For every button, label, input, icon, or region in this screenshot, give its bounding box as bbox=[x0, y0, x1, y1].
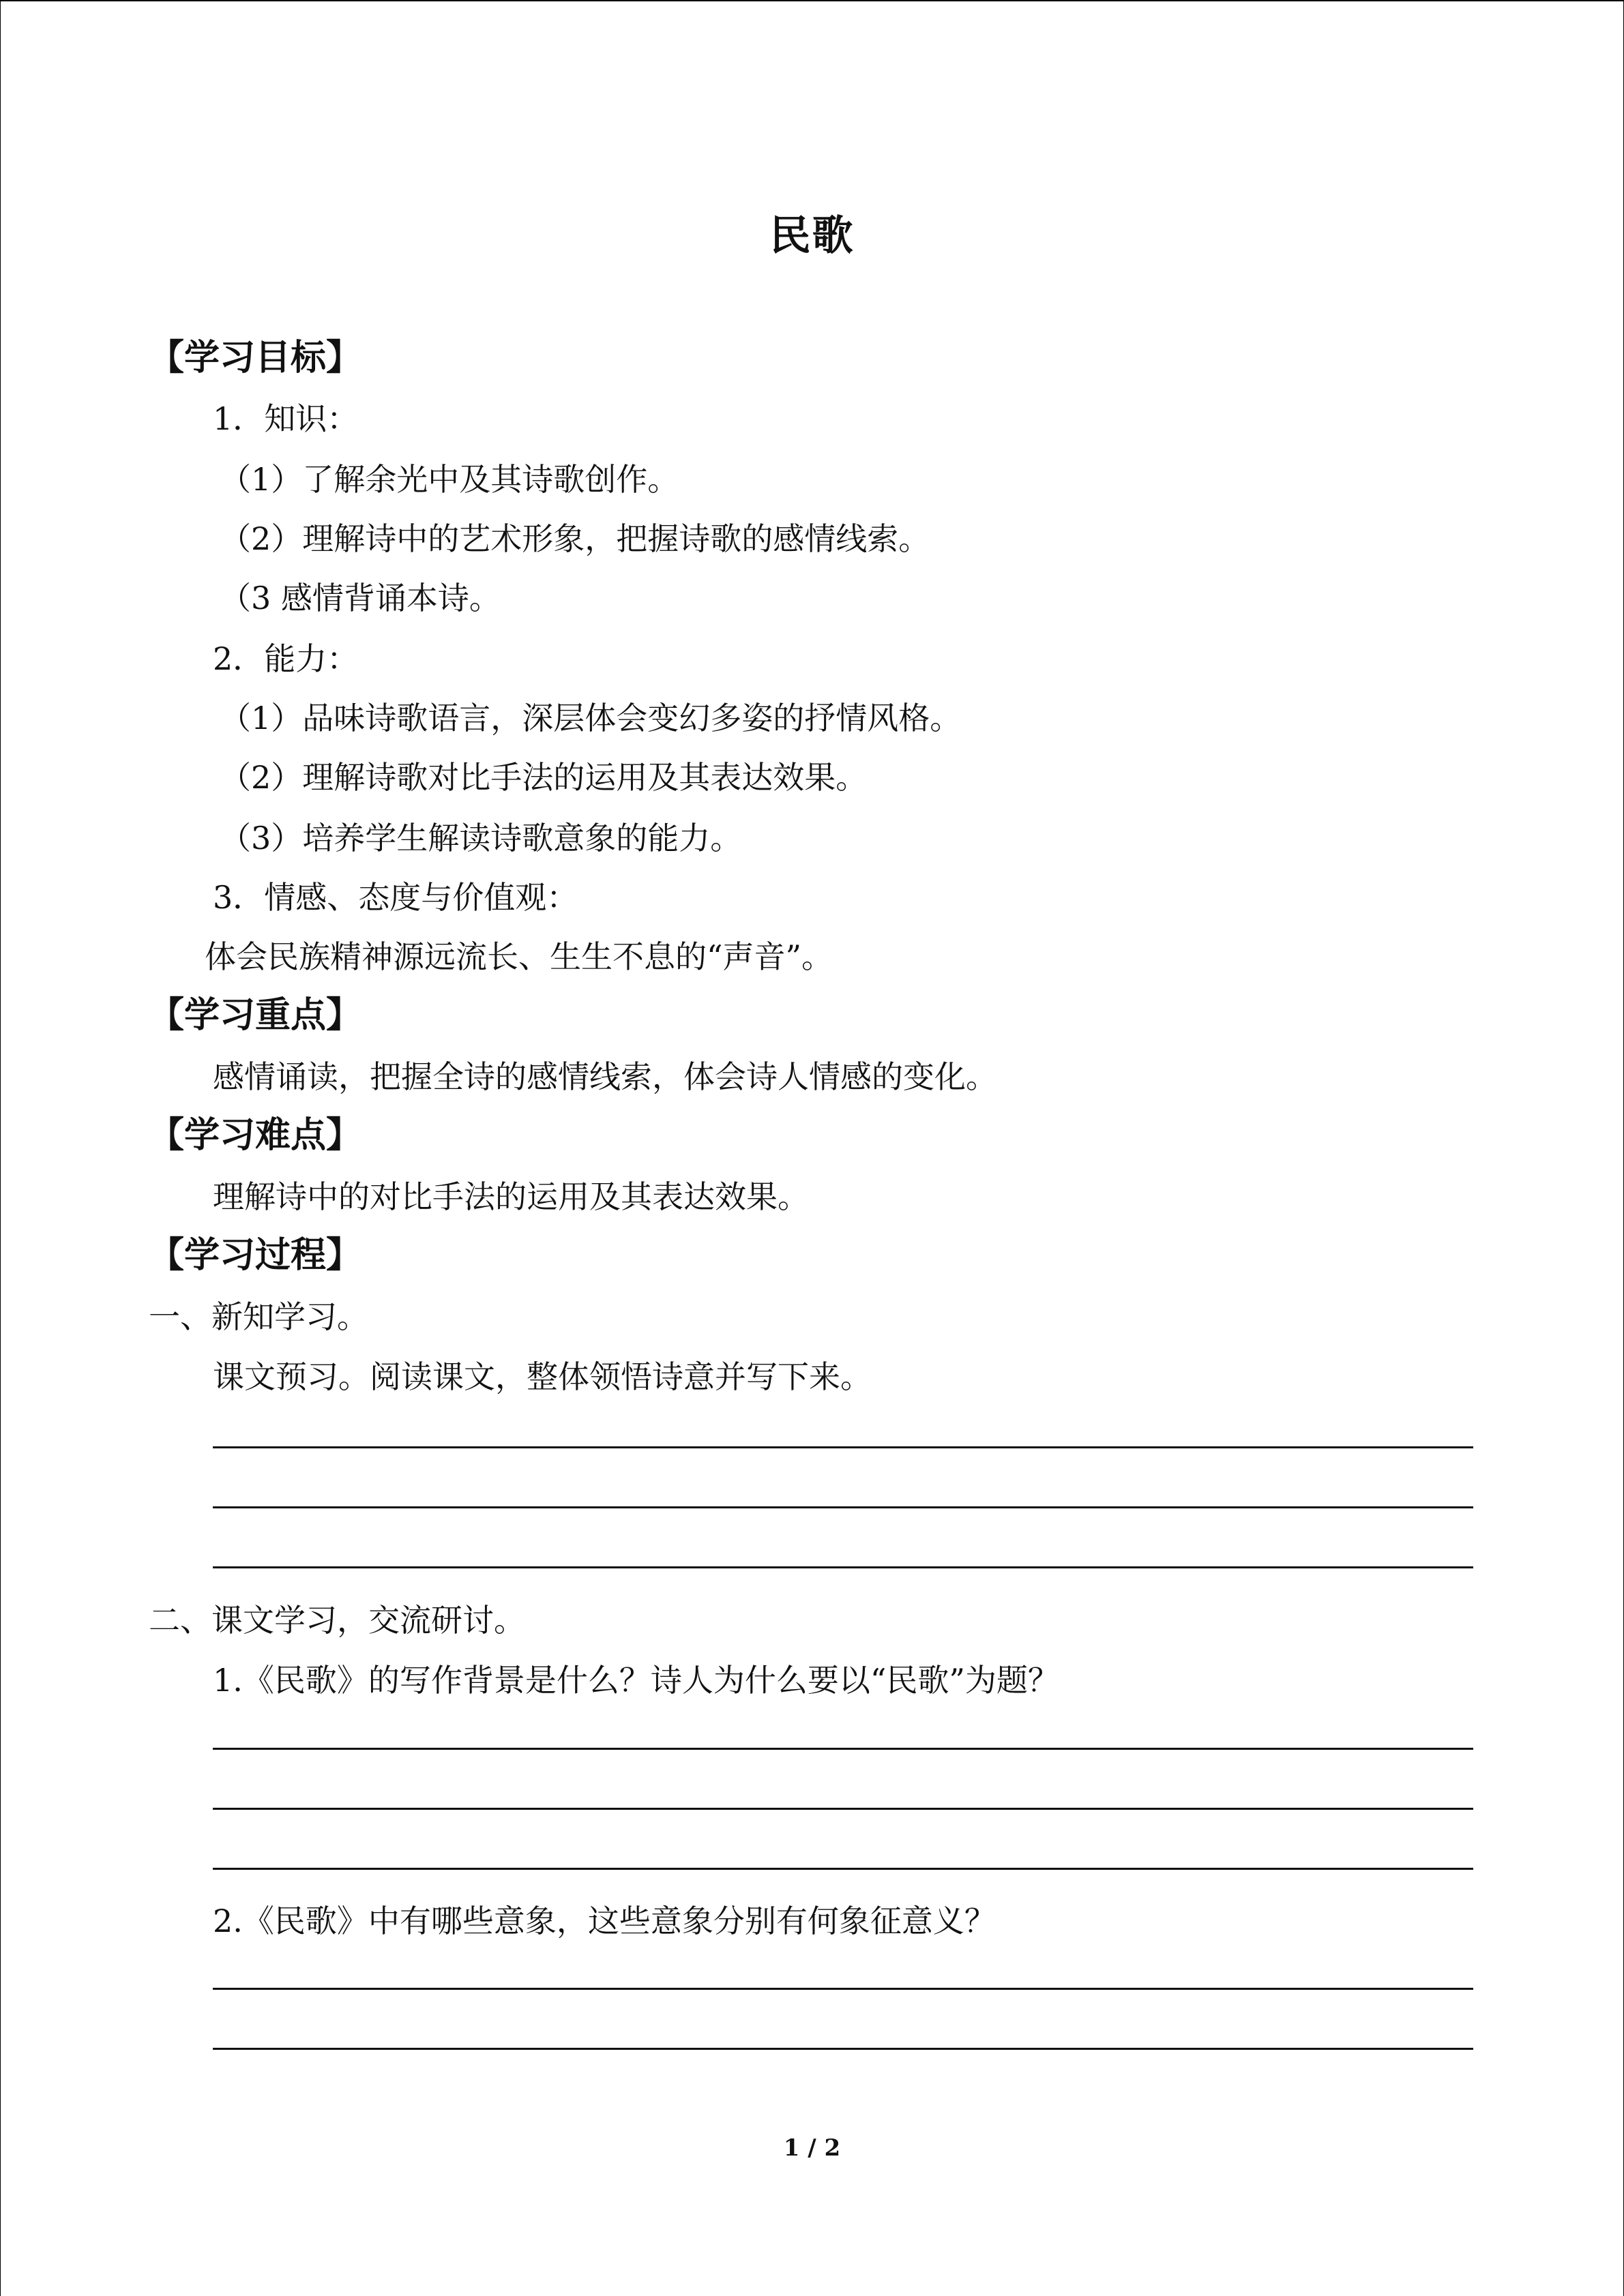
page-title: 民歌 bbox=[769, 212, 855, 260]
process-part1-heading: 一、新知学习。 bbox=[149, 1298, 368, 1335]
section-heading-difficulties: 【学习难点】 bbox=[149, 1115, 362, 1156]
goal-ability-item-2: （2）理解诗歌对比手法的运用及其表达效果。 bbox=[220, 759, 868, 796]
answer-line[interactable] bbox=[213, 1868, 1473, 1870]
key-points-text: 感情诵读，把握全诗的感情线索，体会诗人情感的变化。 bbox=[213, 1058, 997, 1095]
question-1: 1.《民歌》的写作背景是什么？诗人为什么要以“民歌”为题？ bbox=[213, 1662, 1059, 1699]
question-2: 2.《民歌》中有哪些意象，这些意象分别有何象征意义？ bbox=[213, 1903, 996, 1939]
page-number: 1 / 2 bbox=[783, 2134, 841, 2162]
answer-line[interactable] bbox=[213, 2048, 1473, 2050]
goal-knowledge-heading: 1．知识： bbox=[213, 400, 359, 437]
goal-ability-item-3: （3）培养学生解读诗歌意象的能力。 bbox=[220, 820, 742, 856]
answer-line[interactable] bbox=[213, 1446, 1473, 1448]
answer-line[interactable] bbox=[213, 1808, 1473, 1810]
goal-knowledge-item-1: （1）了解余光中及其诗歌创作。 bbox=[220, 461, 679, 498]
goal-knowledge-item-2: （2）理解诗中的艺术形象，把握诗歌的感情线索。 bbox=[220, 520, 930, 557]
section-heading-key-points: 【学习重点】 bbox=[149, 995, 362, 1036]
answer-line[interactable] bbox=[213, 1748, 1473, 1750]
difficulties-text: 理解诗中的对比手法的运用及其表达效果。 bbox=[213, 1178, 809, 1215]
process-part2-heading: 二、课文学习，交流研讨。 bbox=[149, 1602, 525, 1639]
answer-line[interactable] bbox=[213, 1988, 1473, 1990]
answer-line[interactable] bbox=[213, 1506, 1473, 1508]
goal-ability-item-1: （1）品味诗歌语言，深层体会变幻多姿的抒情风格。 bbox=[220, 700, 962, 736]
goal-knowledge-item-3: （3 感情背诵本诗。 bbox=[220, 580, 501, 616]
process-part1-task: 课文预习。阅读课文，整体领悟诗意并写下来。 bbox=[213, 1358, 872, 1395]
goal-emotion-heading: 3．情感、态度与价值观： bbox=[213, 879, 578, 916]
section-heading-goals: 【学习目标】 bbox=[149, 338, 362, 378]
goal-ability-heading: 2．能力： bbox=[213, 640, 359, 677]
goal-emotion-item-1: 体会民族精神源远流长、生生不息的“声音”。 bbox=[205, 938, 833, 975]
section-heading-process: 【学习过程】 bbox=[149, 1235, 362, 1276]
answer-line[interactable] bbox=[213, 1566, 1473, 1568]
